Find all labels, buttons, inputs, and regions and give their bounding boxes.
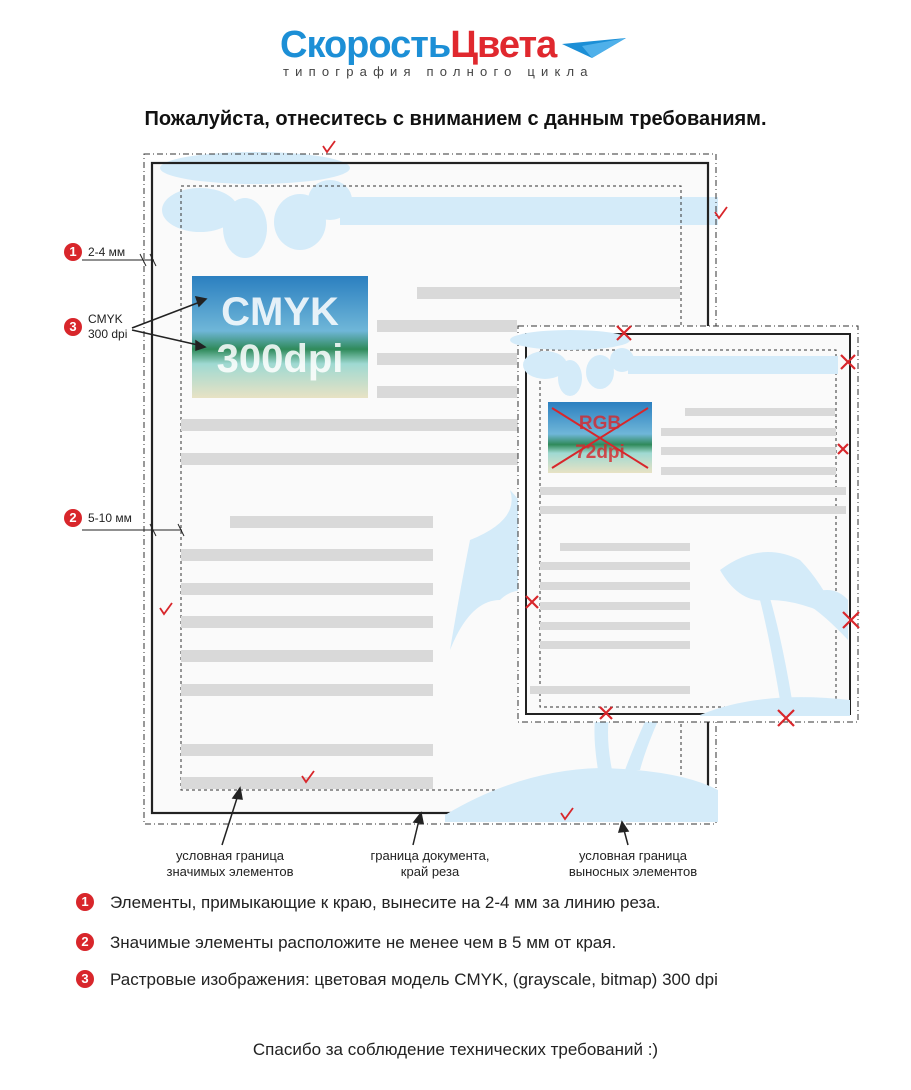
note-item <box>76 970 718 989</box>
marker-number: 2 <box>64 509 82 527</box>
marker-label: 5-10 мм <box>88 511 132 525</box>
marker-label-line: 300 dpi <box>88 327 128 341</box>
marker-bleed <box>64 243 126 261</box>
caption-safe-zone <box>150 848 310 880</box>
caption-trim-edge <box>350 848 510 880</box>
marker-number: 3 <box>64 318 82 336</box>
caption-line: край реза <box>400 864 460 879</box>
note-item <box>76 933 617 952</box>
cmyk-label: CMYK <box>221 290 339 334</box>
note-number: 3 <box>76 970 94 988</box>
caption-line: выносных элементов <box>568 864 698 879</box>
note-text: Значимые элементы расположите не менее чем в 5 мм от края. <box>110 933 617 952</box>
marker-number: 1 <box>64 243 82 261</box>
caption-line: значимых элементов <box>166 864 294 879</box>
note-text: Растровые изображения: цветовая модель CMYK, (grayscale, bitmap) 300 dpi <box>110 970 718 989</box>
caption-bleed-zone <box>553 848 713 880</box>
marker-label: 2-4 мм <box>88 245 126 259</box>
caption-line: граница документа, <box>370 848 490 863</box>
caption-line: условная граница <box>175 848 285 863</box>
logo-part-2: Цвета <box>450 24 557 66</box>
dpi-300-label: 300dpi <box>216 337 344 381</box>
logo-part-1: Скорость <box>280 24 451 66</box>
note-number: 2 <box>76 933 94 951</box>
note-text: Элементы, примыкающие к краю, вынесите на 2-4 мм за линию реза. <box>110 893 661 912</box>
marker-margin <box>64 509 132 527</box>
note-item <box>76 893 661 912</box>
thanks-text: Спасибо за соблюдение технических требований :) <box>252 1040 659 1059</box>
caption-line: условная граница <box>578 848 688 863</box>
marker-resolution <box>64 318 82 336</box>
page-title: Пожалуйста, отнеситесь с вниманием с данным требованиям. <box>144 108 767 130</box>
note-number: 1 <box>76 893 94 911</box>
marker-label-line: CMYK <box>88 312 123 326</box>
marker-resolution-label <box>88 312 127 342</box>
rgb-label: RGB <box>578 413 622 434</box>
dpi-72-label: 72dpi <box>575 442 625 463</box>
logo-tagline: типография полного цикла <box>283 64 594 79</box>
